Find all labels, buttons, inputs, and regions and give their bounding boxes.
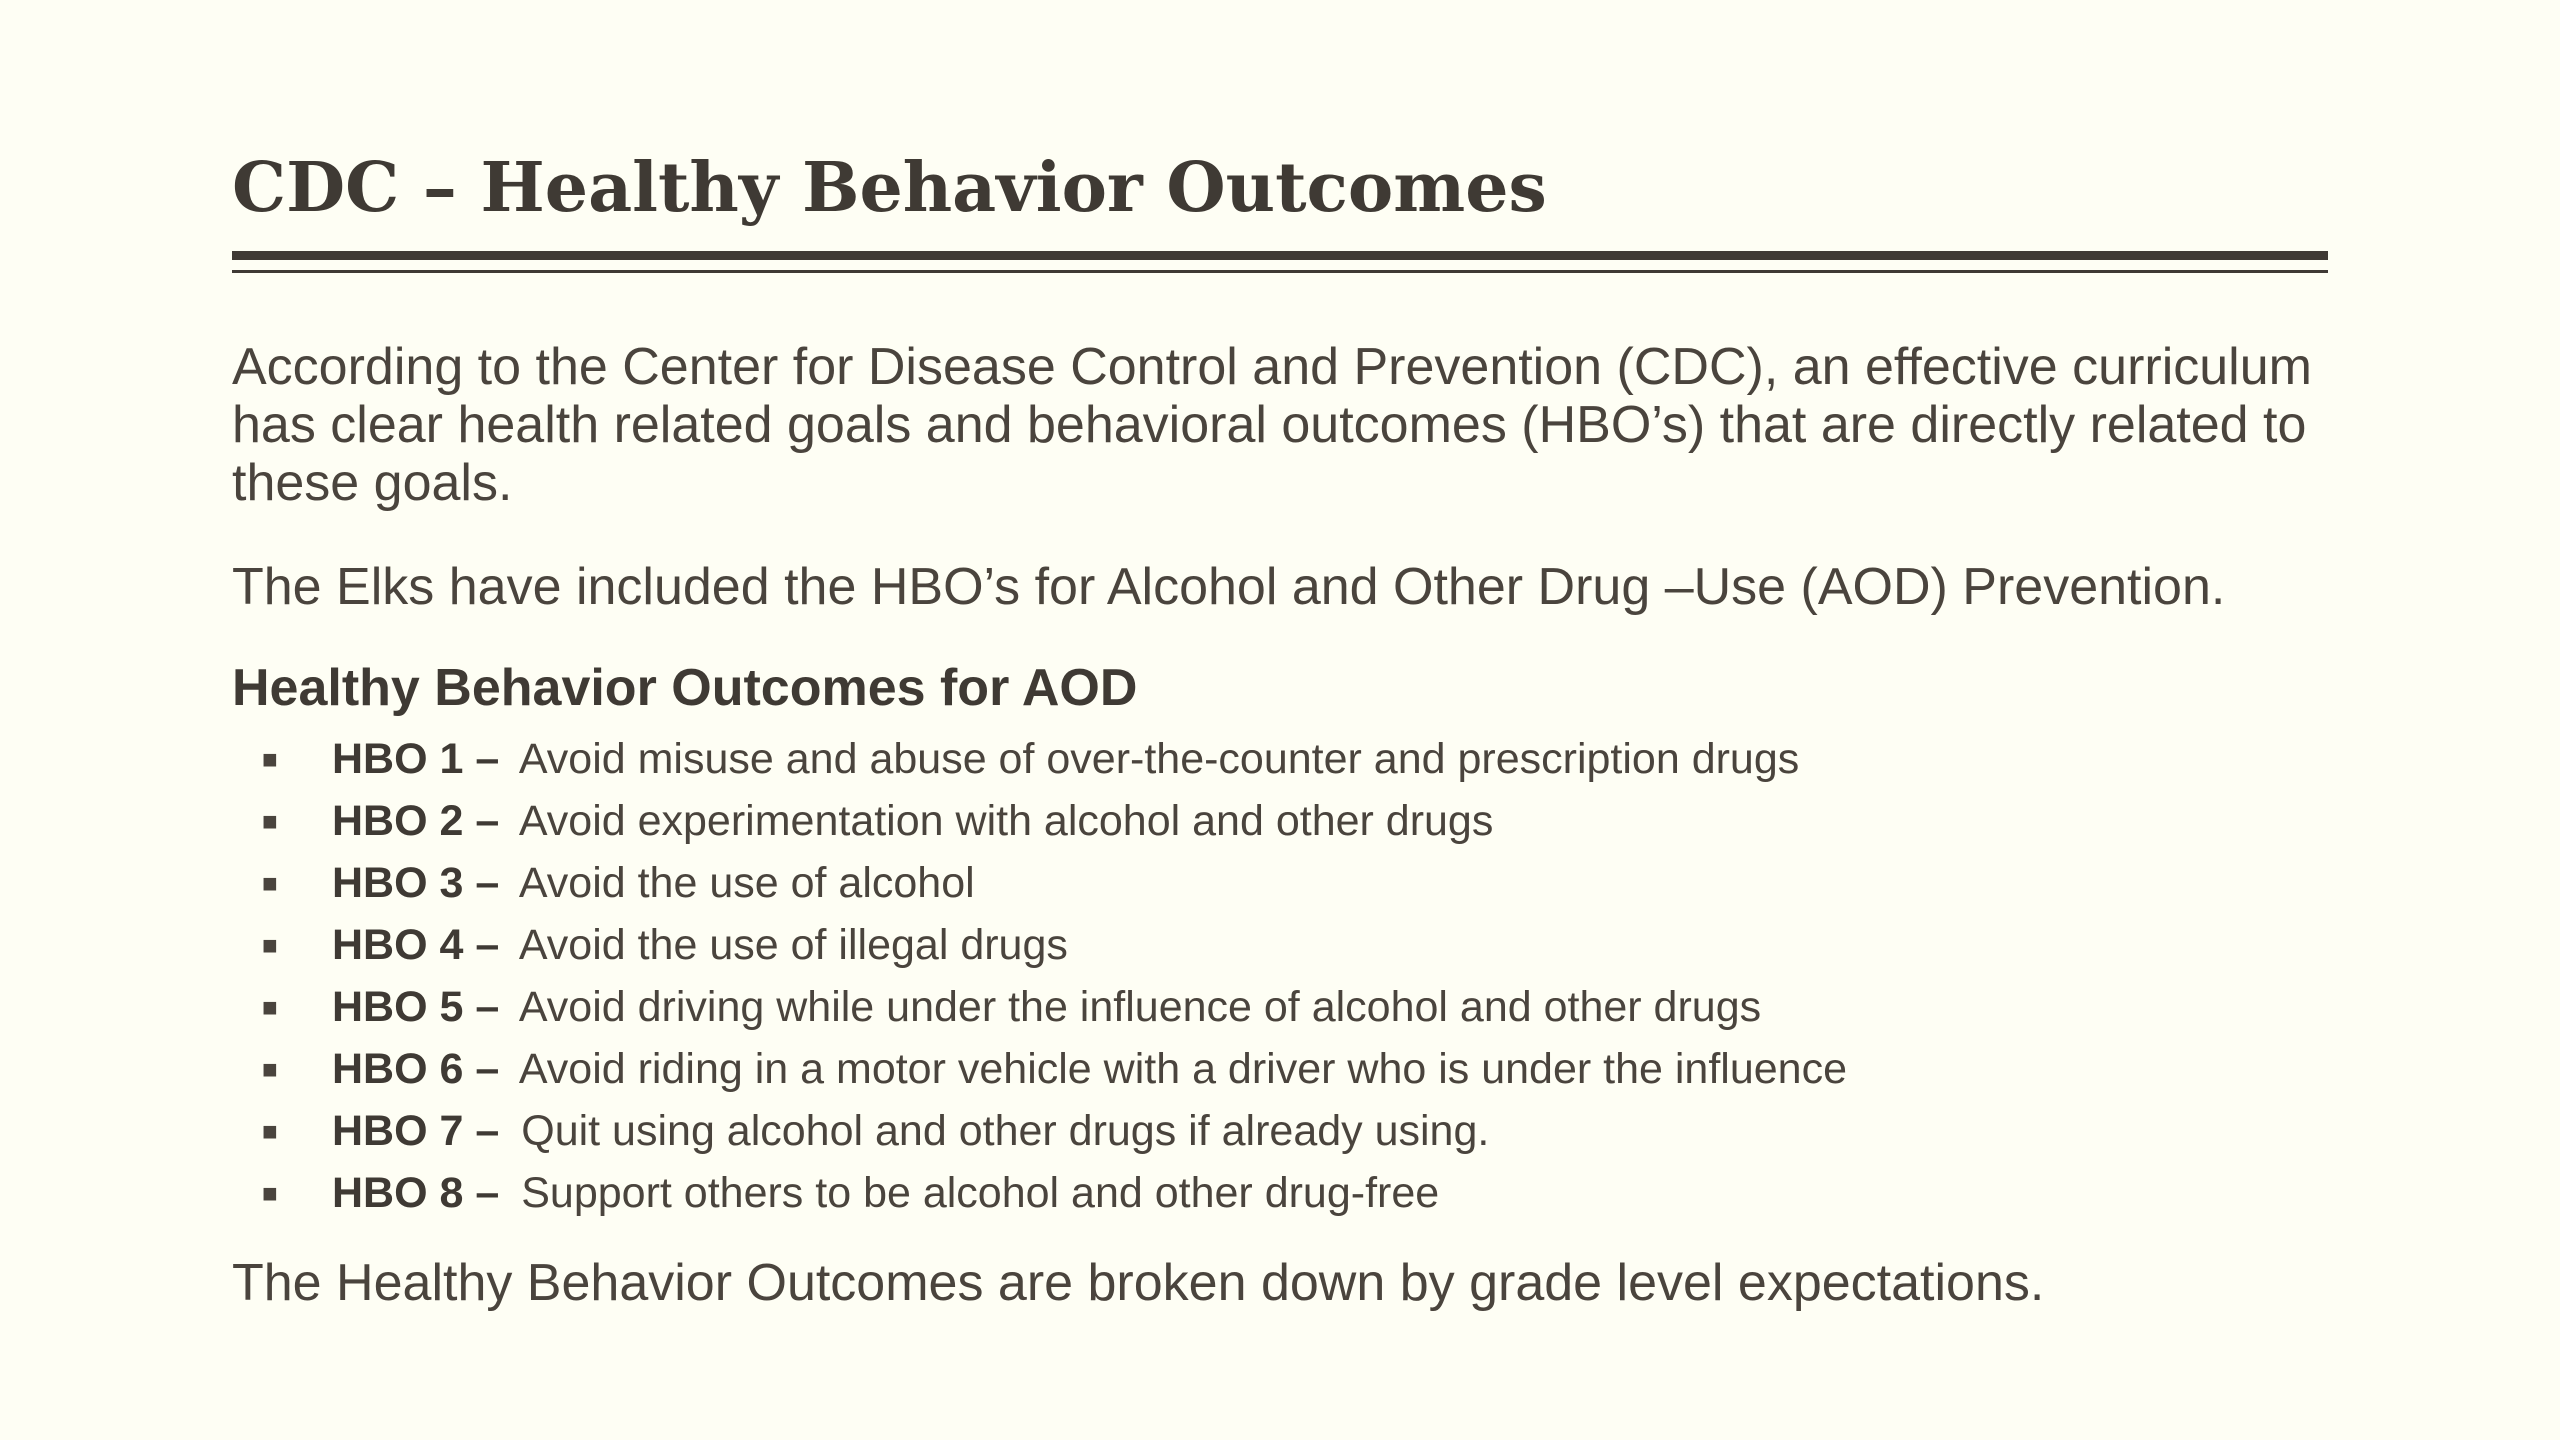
list-item	[262, 1162, 2342, 1224]
square-bullet-icon: ■	[262, 744, 278, 774]
square-bullet-icon: ■	[262, 1116, 278, 1146]
hbo-text: Avoid experimentation with alcohol and other drugs	[518, 797, 1494, 845]
hbo-code: HBO 1	[332, 735, 464, 783]
list-item	[262, 852, 2342, 914]
list-item	[262, 1100, 2342, 1162]
hbo-code: HBO 4	[332, 921, 464, 969]
list-item	[262, 790, 2342, 852]
list-item	[262, 914, 2342, 976]
hbo-separator: –	[475, 921, 500, 969]
hbo-separator: –	[475, 797, 500, 845]
hbo-separator: –	[475, 1045, 500, 1093]
hbo-text: Quit using alcohol and other drugs if already using.	[521, 1107, 1490, 1155]
list-item	[262, 976, 2342, 1038]
title-rule-thin	[232, 270, 2328, 273]
hbo-code: HBO 5	[332, 983, 464, 1031]
slide-title: CDC – Healthy Behavior Outcomes	[232, 148, 1547, 228]
slide-body	[232, 338, 2342, 1312]
hbo-separator: –	[475, 859, 500, 907]
list-item	[262, 1038, 2342, 1100]
hbo-code: HBO 2	[332, 797, 464, 845]
hbo-text: Avoid driving while under the influence of alcohol and other drugs	[518, 983, 1762, 1031]
hbo-code: HBO 3	[332, 859, 464, 907]
square-bullet-icon: ■	[262, 992, 278, 1022]
hbo-code: HBO 8	[332, 1169, 464, 1217]
closing-paragraph: The Healthy Behavior Outcomes are broken down by grade level expectations.	[232, 1254, 2045, 1312]
hbo-separator: –	[475, 983, 500, 1031]
list-item	[262, 728, 2342, 790]
hbo-text: Avoid the use of alcohol	[518, 859, 975, 907]
hbo-separator: –	[475, 1107, 500, 1155]
square-bullet-icon: ■	[262, 868, 278, 898]
hbo-subheading: Healthy Behavior Outcomes for AOD	[232, 659, 1138, 717]
hbo-separator: –	[475, 1169, 500, 1217]
hbo-text: Avoid the use of illegal drugs	[518, 921, 1068, 969]
hbo-separator: –	[475, 735, 500, 783]
hbo-text: Avoid misuse and abuse of over-the-counter and prescription drugs	[518, 735, 1800, 783]
square-bullet-icon: ■	[262, 1054, 278, 1084]
square-bullet-icon: ■	[262, 930, 278, 960]
title-rule-thick	[232, 251, 2328, 260]
hbo-text: Support others to be alcohol and other drug-free	[521, 1169, 1440, 1217]
square-bullet-icon: ■	[262, 1178, 278, 1208]
hbo-list	[232, 728, 2342, 1224]
hbo-text: Avoid riding in a motor vehicle with a driver who is under the influence	[518, 1045, 1848, 1093]
hbo-code: HBO 7	[332, 1107, 464, 1155]
intro-paragraph: According to the Center for Disease Control and Prevention (CDC), an effective curriculum has clear health related goals and behavioral outcomes (HBO’s) that are directly related to these goals.	[232, 338, 2312, 512]
square-bullet-icon: ■	[262, 806, 278, 836]
hbo-code: HBO 6	[332, 1045, 464, 1093]
elks-paragraph: The Elks have included the HBO’s for Alcohol and Other Drug –Use (AOD) Prevention.	[232, 558, 2226, 616]
